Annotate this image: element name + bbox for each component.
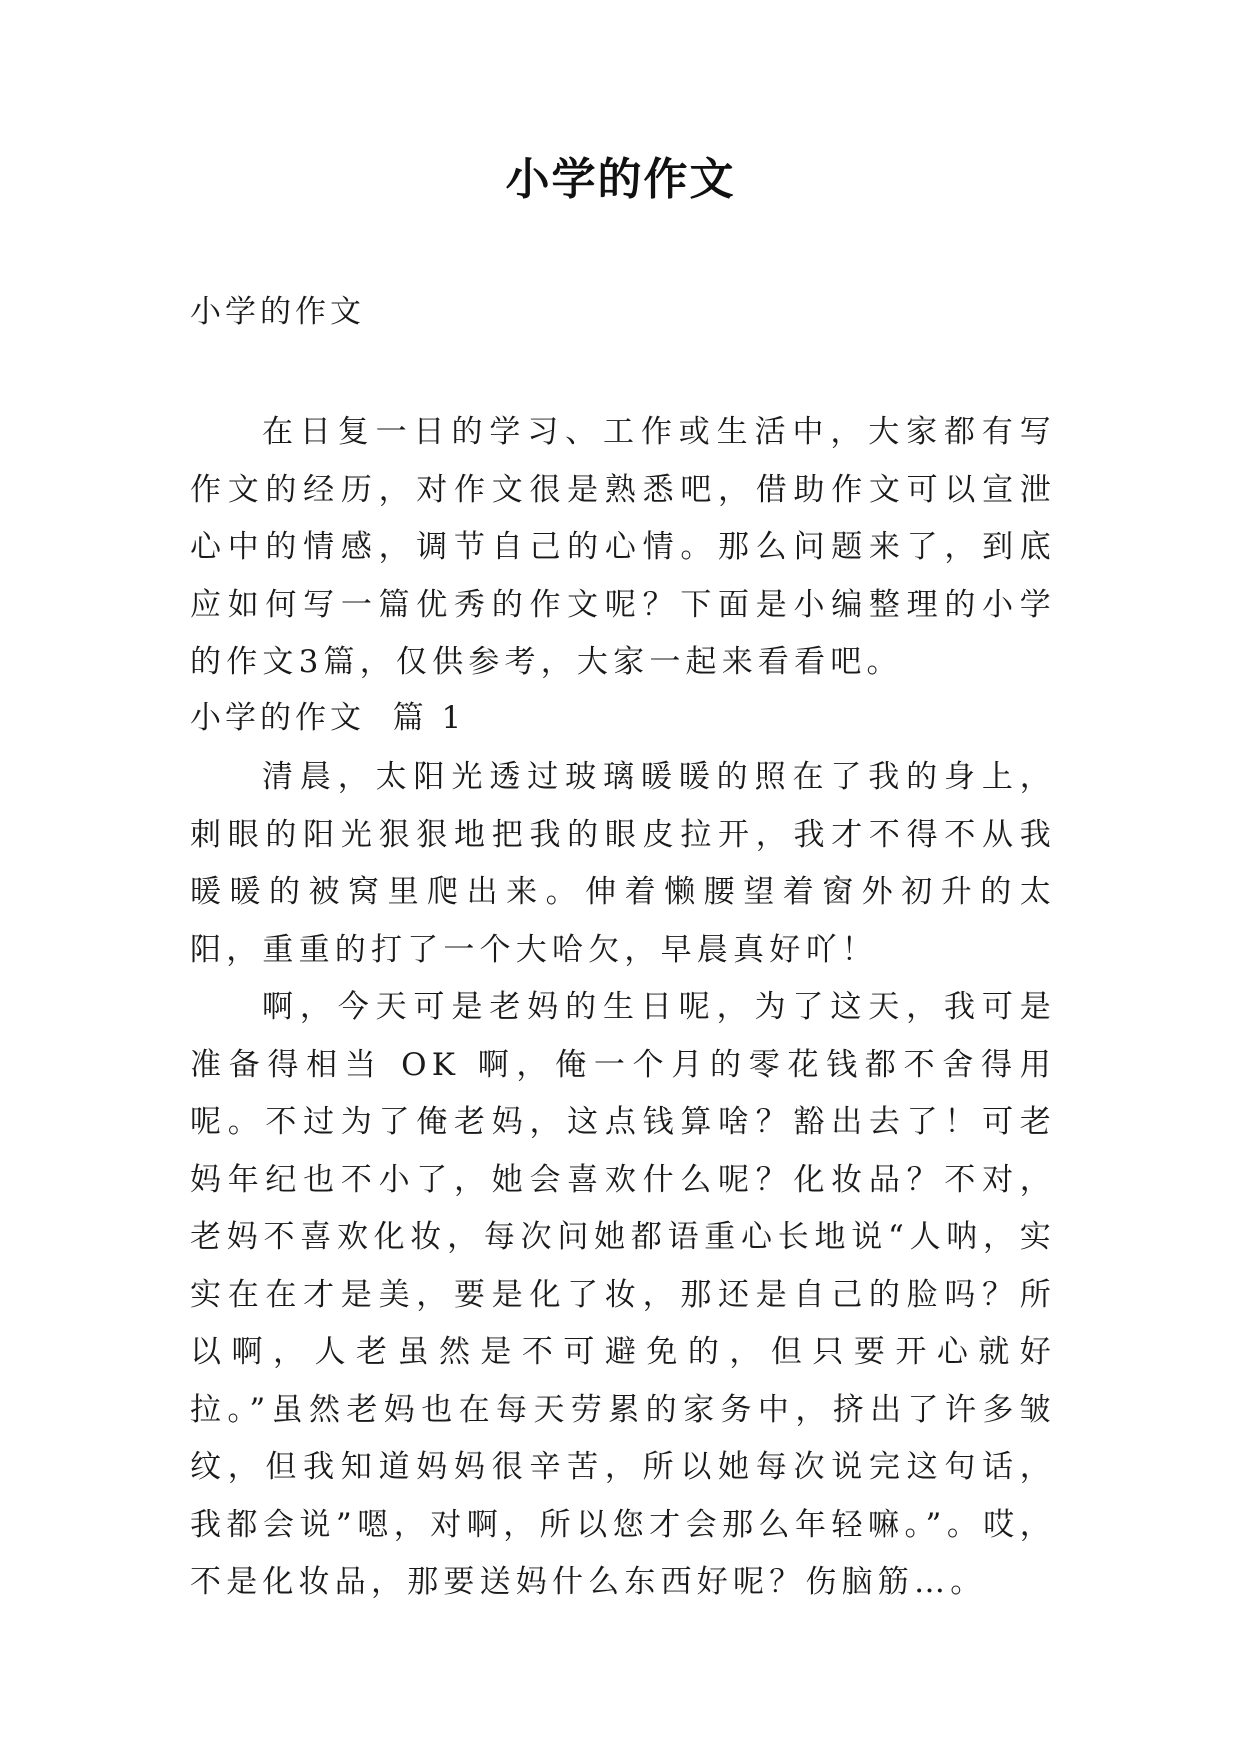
- document-subtitle: 小学的作文: [190, 294, 365, 330]
- body-paragraph-1: 清晨，太阳光透过玻璃暖暖的照在了我的身上，刺眼的阳光狠狠地把我的眼皮拉开，我才不得不从我暖暖的被窝里爬出来。伸着懒腰望着窗外初升的太阳，重重的打了一个大哈欠，早晨真好吖！: [190, 759, 1056, 968]
- section-heading: 小学的作文 篇 1: [190, 700, 466, 736]
- intro-paragraph: 在日复一日的学习、工作或生活中，大家都有写作文的经历，对作文很是熟悉吧，借助作文可以宣泄心中的情感，调节自己的心情。那么问题来了，到底应如何写一篇优秀的作文呢？下面是小编整理的小学的作文3篇，仅供参考，大家一起来看看吧。: [190, 414, 1056, 680]
- document-title: 小学的作文: [505, 154, 736, 205]
- body-paragraph-2: 啊，今天可是老妈的生日呢，为了这天，我可是准备得相当 OK 啊，俺一个月的零花钱都不舍得用呢。不过为了俺老妈，这点钱算啥？豁出去了！可老妈年纪也不小了，她会喜欢什么呢？化妆品？不对，老妈不喜欢化妆，每次问她都语重心长地说“人呐，实实在在才是美，要是化了妆，那还是自己的脸吗？所以啊，人老虽然是不可避免的，但只要开心就好拉。”虽然老妈也在每天劳累的家务中，挤出了许多皱纹，但我知道妈妈很辛苦，所以她每次说完这句话，我都会说”嗯，对啊，所以您才会那么年轻嘛。”。哎，不是化妆品，那要送妈什么东西好呢？伤脑筋…。: [190, 989, 1056, 1600]
